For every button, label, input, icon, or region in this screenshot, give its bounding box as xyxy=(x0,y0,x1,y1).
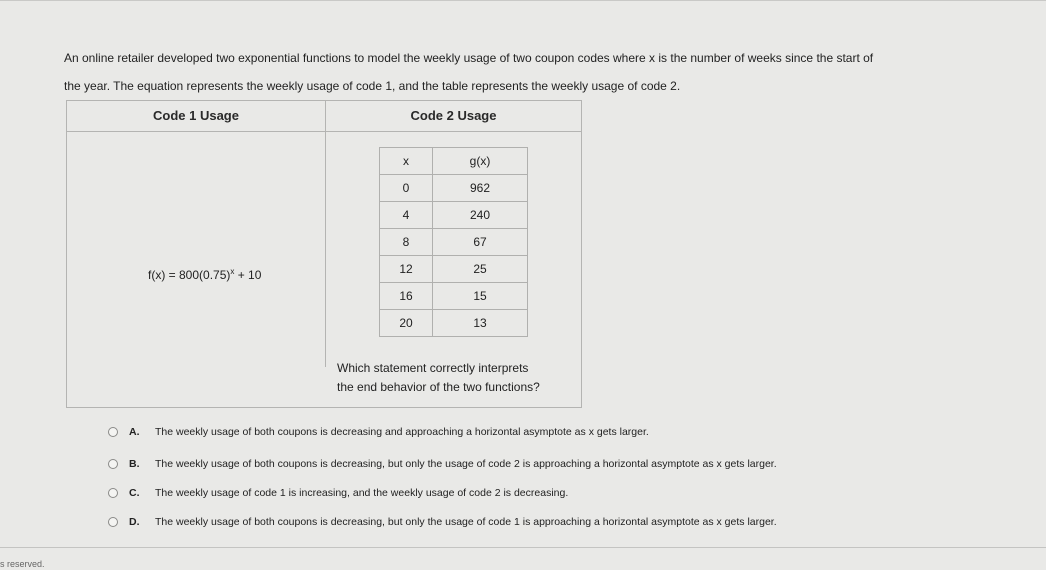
g-cell: 67 xyxy=(433,229,528,256)
g-cell: 25 xyxy=(433,256,528,283)
code2-table xyxy=(379,147,528,337)
option-text: The weekly usage of code 1 is increasing, and the weekly usage of code 2 is decreasing. xyxy=(155,487,569,499)
table-row xyxy=(380,175,528,202)
answer-option-c[interactable] xyxy=(108,486,568,500)
x-cell: 4 xyxy=(380,202,433,229)
option-text: The weekly usage of both coupons is decreasing, but only the usage of code 2 is approaching a horizontal asymptote as x gets larger. xyxy=(155,458,777,470)
g-cell: 240 xyxy=(433,202,528,229)
radio-b[interactable] xyxy=(108,459,118,469)
x-cell: 16 xyxy=(380,283,433,310)
option-letter: B. xyxy=(129,458,140,470)
question-intro xyxy=(64,44,964,100)
radio-c[interactable] xyxy=(108,488,118,498)
g-cell: 15 xyxy=(433,283,528,310)
answer-option-d[interactable] xyxy=(108,515,777,529)
intro-line-2: the year. The equation represents the weekly usage of code 1, and the table represents the weekly usage of code 2. xyxy=(64,79,681,93)
code1-equation xyxy=(148,267,261,282)
option-text: The weekly usage of both coupons is decreasing, but only the usage of code 1 is approaching a horizontal asymptote as x gets larger. xyxy=(155,516,777,528)
x-cell: 20 xyxy=(380,310,433,337)
intro-line-1: An online retailer developed two exponential functions to model the weekly usage of two coupon codes where x is the number of weeks since the start of xyxy=(64,51,874,65)
table-row xyxy=(380,229,528,256)
usage-comparison-table xyxy=(66,100,582,408)
answer-option-a[interactable] xyxy=(108,425,649,439)
radio-d[interactable] xyxy=(108,517,118,527)
footer-divider xyxy=(0,547,1046,548)
code2-header: Code 2 Usage xyxy=(410,108,497,123)
question-prompt xyxy=(337,359,544,397)
code2-table-header xyxy=(380,148,528,175)
answer-option-b[interactable] xyxy=(108,457,777,471)
equation-exponent: x xyxy=(230,267,235,276)
equation-base: f(x) = 800(0.75) xyxy=(148,268,231,282)
equation-constant: + 10 xyxy=(234,268,262,282)
option-text: The weekly usage of both coupons is decreasing and approaching a horizontal asymptote as x gets larger. xyxy=(155,426,649,438)
option-letter: D. xyxy=(129,516,140,528)
table-row xyxy=(380,310,528,337)
g-column-header: g(x) xyxy=(433,148,528,175)
table-row xyxy=(380,283,528,310)
footer-text: s reserved. xyxy=(0,559,45,569)
x-cell: 12 xyxy=(380,256,433,283)
radio-a[interactable] xyxy=(108,427,118,437)
top-border xyxy=(0,0,1046,1)
column-divider xyxy=(325,131,326,367)
option-letter: C. xyxy=(129,487,140,499)
option-letter: A. xyxy=(129,426,140,438)
table-row xyxy=(380,256,528,283)
g-cell: 962 xyxy=(433,175,528,202)
x-cell: 8 xyxy=(380,229,433,256)
prompt-line-1: Which statement correctly interprets xyxy=(337,361,529,375)
comparison-header-row xyxy=(67,101,581,132)
x-column-header: x xyxy=(380,148,433,175)
g-cell: 13 xyxy=(433,310,528,337)
table-row xyxy=(380,202,528,229)
code1-header: Code 1 Usage xyxy=(67,101,326,131)
x-cell: 0 xyxy=(380,175,433,202)
prompt-line-2: the end behavior of the two functions? xyxy=(337,380,540,394)
